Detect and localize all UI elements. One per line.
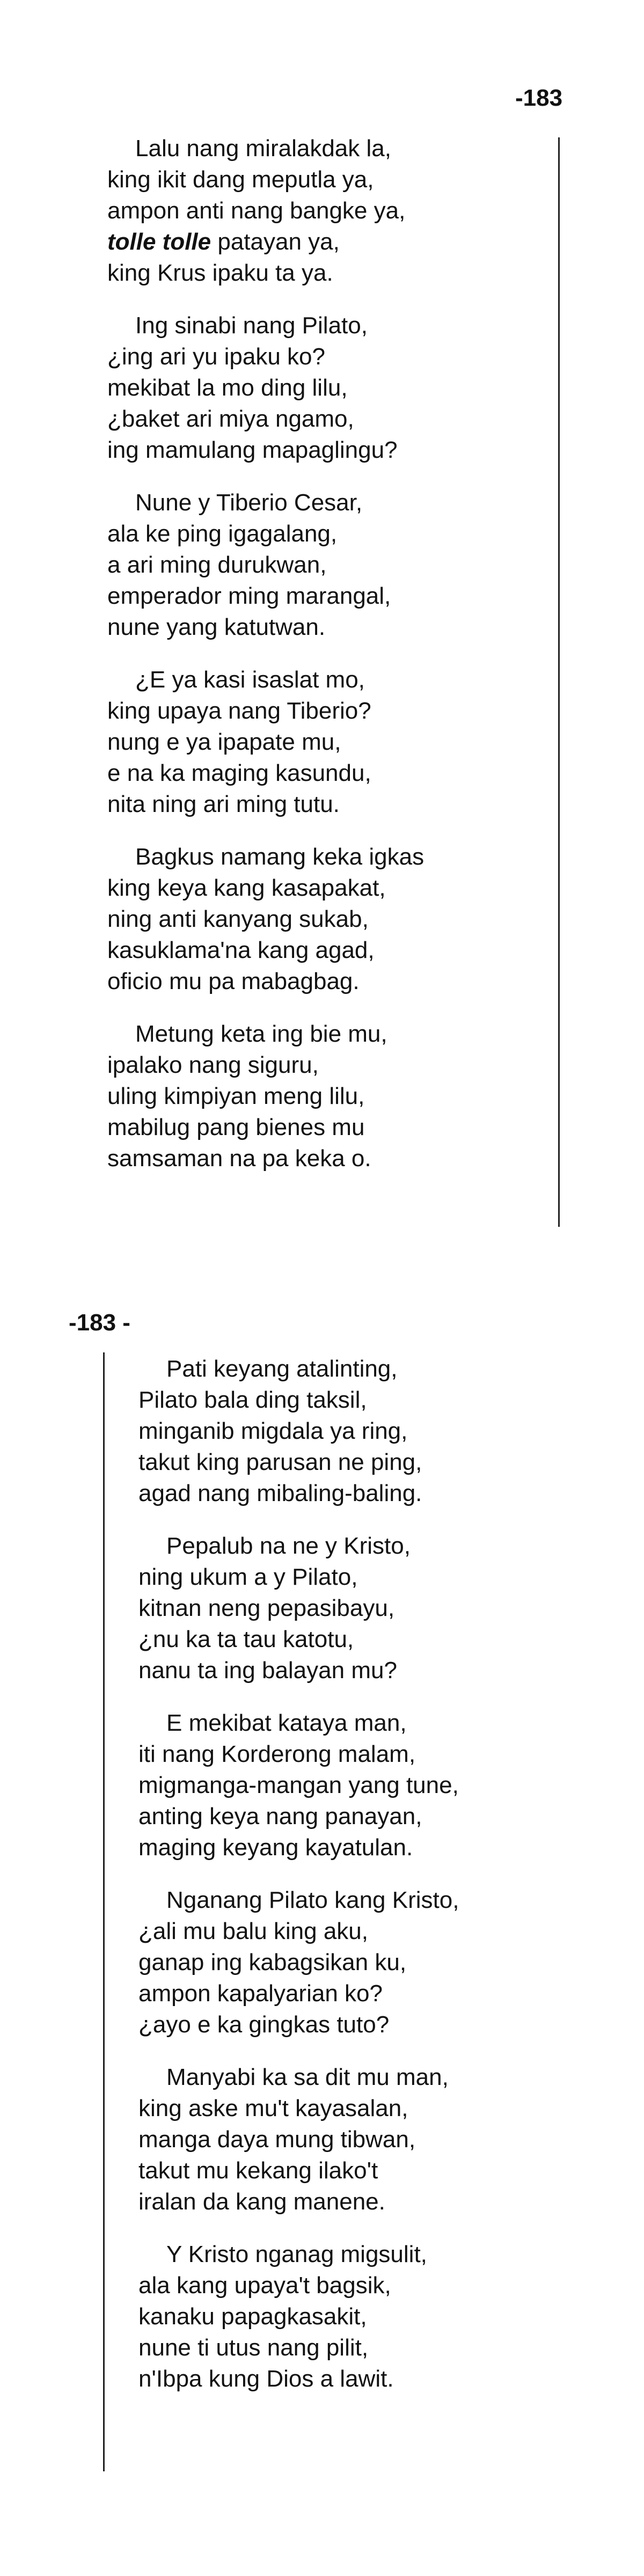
verse-line: king Krus ipaku ta ya. xyxy=(107,260,333,286)
emphasis-text: tolle tolle xyxy=(107,229,211,255)
verse-line: Manyabi ka sa dit mu man, xyxy=(166,2064,449,2090)
page-number-middle: -183 - xyxy=(69,1309,130,1336)
verse-line: n'Ibpa kung Dios a lawit. xyxy=(138,2366,394,2392)
verse-line: a ari ming durukwan, xyxy=(107,552,327,578)
verse-line: Bagkus namang keka igkas xyxy=(135,844,425,870)
stanza xyxy=(138,1885,459,2040)
emphasis-rest: patayan ya, xyxy=(211,229,340,255)
stanza xyxy=(107,1019,424,1174)
stanza xyxy=(107,310,424,466)
verse-line: nanu ta ing balayan mu? xyxy=(138,1657,397,1684)
verse-line: Ing sinabi nang Pilato, xyxy=(135,312,368,339)
verse-line: manga daya mung tibwan, xyxy=(138,2126,416,2153)
stanza xyxy=(138,2062,459,2218)
verse-line: nune ti utus nang pilit, xyxy=(138,2334,369,2361)
verse-line: mabilug pang bienes mu xyxy=(107,1114,365,1140)
verse-line: Pilato bala ding taksil, xyxy=(138,1387,367,1413)
page-number-top: -183 xyxy=(515,85,563,111)
verse-line: ¿ayo e ka gingkas tuto? xyxy=(138,2011,390,2038)
verse-line: ing mamulang mapaglingu? xyxy=(107,437,398,463)
verse-line: nune yang katutwan. xyxy=(107,614,326,640)
verse-line: mekibat la mo ding lilu, xyxy=(107,375,348,401)
verse-line: oficio mu pa mabagbag. xyxy=(107,968,360,994)
verse-line: ¿ali mu balu king aku, xyxy=(138,1918,368,1944)
poem-column-bottom xyxy=(138,1353,459,2416)
verse-line: nita ning ari ming tutu. xyxy=(107,791,340,817)
verse-line: kasuklama'na kang agad, xyxy=(107,937,375,963)
verse-line: minganib migdala ya ring, xyxy=(138,1418,408,1444)
stanza xyxy=(107,664,424,820)
verse-line: ala kang upaya't bagsik, xyxy=(138,2272,391,2299)
verse-line: ala ke ping igagalang, xyxy=(107,521,338,547)
verse-line: anting keya nang panayan, xyxy=(138,1803,422,1829)
verse-line: ¿ing ari yu ipaku ko? xyxy=(107,343,325,370)
verse-line: ning ukum a y Pilato, xyxy=(138,1564,358,1590)
verse-line-emphasis xyxy=(107,226,424,258)
verse-line: maging keyang kayatulan. xyxy=(138,1834,413,1861)
verse-line: ipalako nang siguru, xyxy=(107,1052,319,1078)
stanza xyxy=(138,1708,459,1863)
stanza xyxy=(107,841,424,997)
verse-line: Nune y Tiberio Cesar, xyxy=(135,489,363,516)
verse-line: E mekibat kataya man, xyxy=(166,1710,407,1736)
verse-line: Lalu nang miralakdak la, xyxy=(135,135,391,162)
verse-line: iralan da kang manene. xyxy=(138,2189,385,2215)
stanza xyxy=(138,1353,459,1509)
verse-line: kanaku papagkasakit, xyxy=(138,2303,367,2330)
stanza xyxy=(107,487,424,643)
verse-line: takut mu kekang ilako't xyxy=(138,2157,378,2184)
verse-line: migmanga-mangan yang tune, xyxy=(138,1772,459,1798)
verse-line: kitnan neng pepasibayu, xyxy=(138,1595,395,1621)
stanza xyxy=(138,2239,459,2395)
verse-line: ampon kapalyarian ko? xyxy=(138,1980,383,2007)
verse-line: takut king parusan ne ping, xyxy=(138,1449,422,1475)
verse-line: samsaman na pa keka o. xyxy=(107,1145,371,1172)
verse-line: ¿nu ka ta tau katotu, xyxy=(138,1626,354,1652)
verse-line: Metung keta ing bie mu, xyxy=(135,1021,387,1047)
stanza xyxy=(138,1531,459,1686)
verse-line: ampon anti nang bangke ya, xyxy=(107,197,406,224)
verse-line: ning anti kanyang sukab, xyxy=(107,906,369,932)
verse-line: king upaya nang Tiberio? xyxy=(107,698,371,724)
verse-line: king ikit dang meputla ya, xyxy=(107,166,374,193)
vertical-rule-left xyxy=(103,1352,105,2471)
stanza xyxy=(107,133,424,289)
verse-line: king keya kang kasapakat, xyxy=(107,875,386,901)
verse-line: ¿E ya kasi isaslat mo, xyxy=(135,667,365,693)
verse-line: agad nang mibaling-baling. xyxy=(138,1480,422,1506)
verse-line: ¿baket ari miya ngamo, xyxy=(107,406,354,432)
verse-line: e na ka maging kasundu, xyxy=(107,760,371,786)
verse-line: uling kimpiyan meng lilu, xyxy=(107,1083,365,1109)
verse-line: ganap ing kabagsikan ku, xyxy=(138,1949,407,1975)
verse-line: Pepalub na ne y Kristo, xyxy=(166,1533,411,1559)
verse-line: nung e ya ipapate mu, xyxy=(107,729,341,755)
vertical-rule-right xyxy=(558,137,560,1227)
verse-line: Y Kristo nganag migsulit, xyxy=(166,2241,427,2267)
verse-line: king aske mu't kayasalan, xyxy=(138,2095,408,2121)
verse-line: Nganang Pilato kang Kristo, xyxy=(166,1887,459,1913)
verse-line: Pati keyang atalinting, xyxy=(166,1356,398,1382)
verse-line: iti nang Korderong malam, xyxy=(138,1741,416,1767)
poem-column-top xyxy=(107,133,424,1196)
verse-line: emperador ming marangal, xyxy=(107,583,391,609)
